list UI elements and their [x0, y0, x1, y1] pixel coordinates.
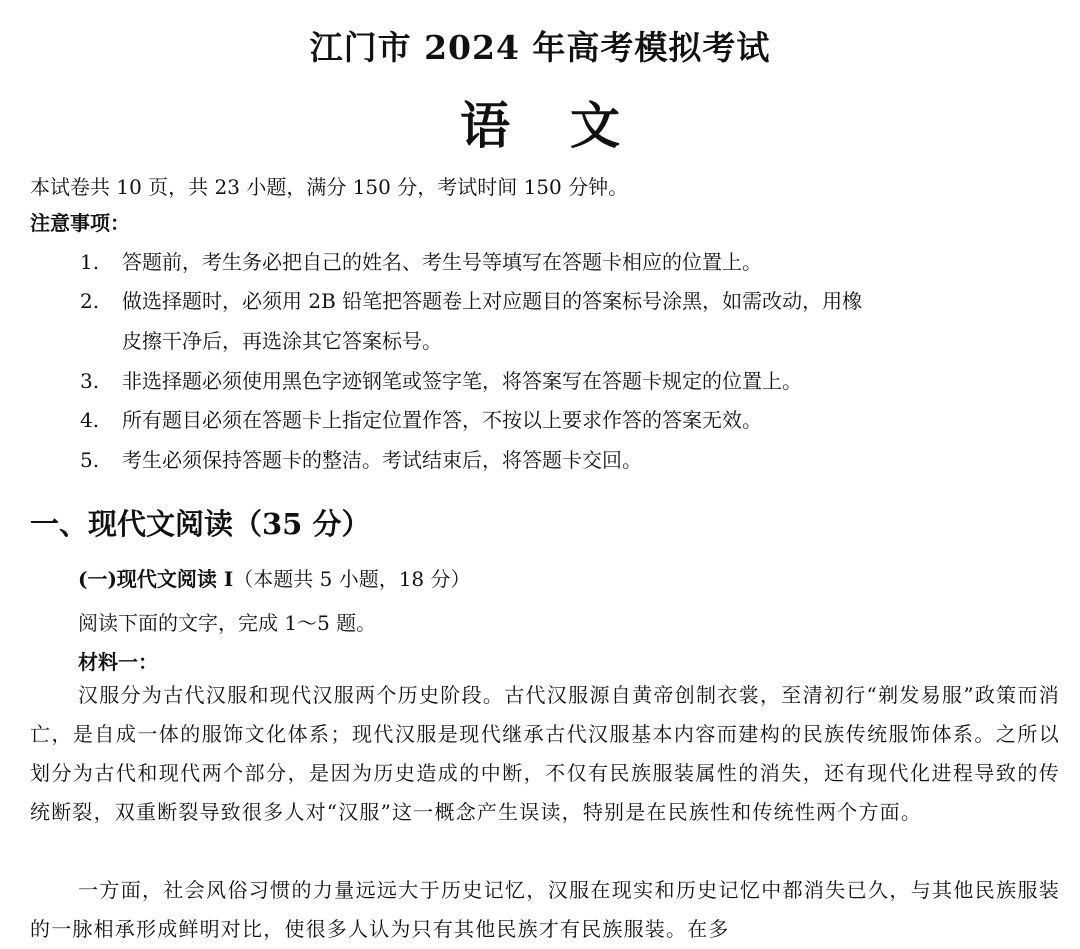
- material-label: 材料一：: [78, 650, 158, 674]
- section-heading: 一、现代文阅读（35 分）: [30, 507, 371, 541]
- subsection-title: (一)现代文阅读 I: [78, 567, 234, 591]
- notice-item-text: 非选择题必须使用黑色字迹钢笔或签字笔，将答案写在答题卡规定的位置上。: [122, 369, 802, 393]
- notice-item-text: 答题前，考生务必把自己的姓名、考生号等填写在答题卡相应的位置上。: [122, 250, 762, 274]
- notice-item-1: [80, 249, 762, 275]
- notice-item-4: [80, 407, 762, 433]
- passage-paragraph-1: 汉服分为古代汉服和现代汉服两个历史阶段。古代汉服源自黄帝创制衣裳，至清初行“剃发易服”政策而消亡，是自成一体的服饰文化体系；现代汉服是现代继承古代汉服基本内容而建构的民族传统服饰体系。之所以划分为古代和现代两个部分，是因为历史造成的中断，不仅有民族服装属性的消失，还有现代化进程导致的传统断裂，双重断裂导致很多人对“汉服”这一概念产生误读，特别是在民族性和传统性两个方面。: [30, 683, 1060, 824]
- notice-item-5: [80, 447, 642, 473]
- notice-item-2-continuation: 皮擦干净后，再选涂其它答案标号。: [122, 329, 442, 353]
- subject-title: 语文: [460, 96, 680, 155]
- notice-item-number: 2.: [80, 289, 100, 313]
- exam-title: 江门市 2024 年高考模拟考试: [309, 28, 771, 67]
- notice-heading: 注意事项：: [30, 211, 130, 235]
- notice-item-2: [80, 288, 862, 314]
- notice-item-number: 3.: [80, 369, 100, 393]
- subsection-detail: （本题共 5 小题，18 分）: [233, 567, 471, 591]
- notice-item-text: 所有题目必须在答题卡上指定位置作答，不按以上要求作答的答案无效。: [122, 408, 762, 432]
- notice-item-3: [80, 368, 802, 394]
- notice-item-number: 4.: [80, 408, 100, 432]
- notice-item-number: 5.: [80, 448, 100, 472]
- passage-paragraph-2: 一方面，社会风俗习惯的力量远远大于历史记忆，汉服在现实和历史记忆中都消失已久，与其他民族服装的一脉相承形成鲜明对比，使很多人认为只有其他民族才有民族服装。在多: [30, 878, 1060, 941]
- reading-instruction: 阅读下面的文字，完成 1～5 题。: [78, 611, 377, 635]
- subsection-heading: [78, 566, 471, 592]
- exam-intro: 本试卷共 10 页，共 23 小题，满分 150 分，考试时间 150 分钟。: [30, 175, 629, 199]
- notice-item-number: 1.: [80, 250, 100, 274]
- notice-item-text: 做选择题时，必须用 2B 铅笔把答题卷上对应题目的答案标号涂黑，如需改动，用橡: [122, 289, 863, 313]
- notice-item-text: 考生必须保持答题卡的整洁。考试结束后，将答题卡交回。: [122, 448, 642, 472]
